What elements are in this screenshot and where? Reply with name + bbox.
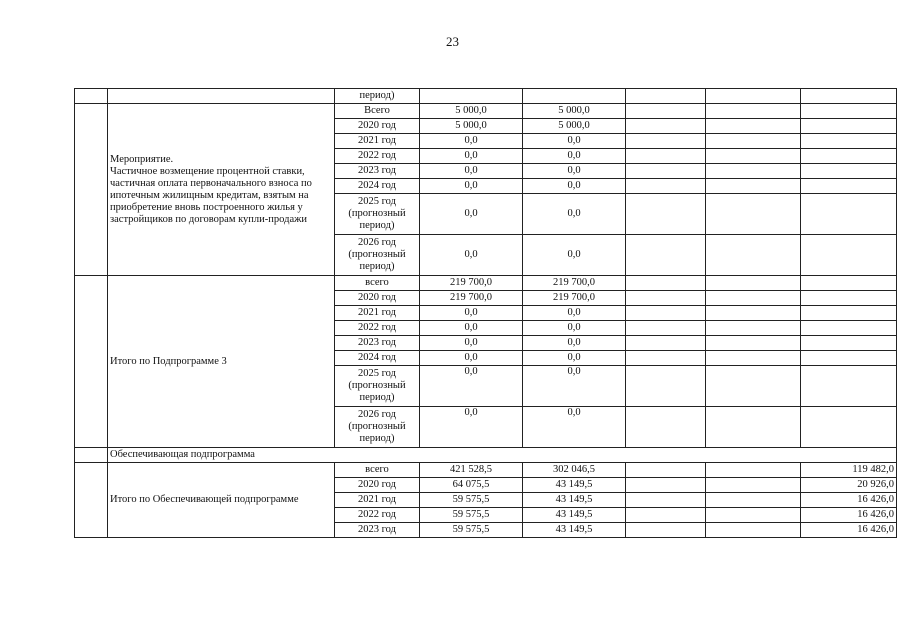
table-row [75, 448, 897, 463]
budget-table [74, 88, 897, 538]
table-row: 2020 год 64 075,5 43 149,5 20 926,0 [75, 478, 897, 493]
table-row: 2020 год 5 000,0 5 000,0 [75, 119, 897, 134]
table-row: 2022 год 0,0 0,0 [75, 321, 897, 336]
table-row: 2023 год 0,0 0,0 [75, 336, 897, 351]
table-row: 2022 год 59 575,5 43 149,5 16 426,0 [75, 508, 897, 523]
table-row: 2021 год 0,0 0,0 [75, 134, 897, 149]
table-row [75, 89, 897, 104]
table-row: 2025 год (прогнозный период) 0,0 0,0 [75, 366, 897, 407]
table-row: 2024 год 0,0 0,0 [75, 351, 897, 366]
table-row: 2020 год 219 700,0 219 700,0 [75, 291, 897, 306]
page-number: 23 [446, 34, 459, 49]
support-subprogram-total-name: Итого по Обеспечивающей подпрограмме [108, 463, 335, 538]
table-row: 2022 год 0,0 0,0 [75, 149, 897, 164]
table-row: 2021 год 59 575,5 43 149,5 16 426,0 [75, 493, 897, 508]
table-row: 2023 год 59 575,5 43 149,5 16 426,0 [75, 523, 897, 538]
table-row: 2023 год 0,0 0,0 [75, 164, 897, 179]
table-row: 2025 год (прогнозный период) 0,0 0,0 [75, 194, 897, 235]
measure-name: Мероприятие. Частичное возмещение процентной ставки, частичная оплата первоначального взноса по ипотечным жилищным кредитам, взятым на приобретение вновь построенного жилья у застройщиков по договорам купли-продажи [108, 104, 335, 276]
table-row: Мероприятие. Частичное возмещение процентной ставки, частичная оплата первоначального взноса по ипотечным жилищным кредитам, взятым на приобретение вновь построенного жилья у застройщиков по договорам купли-продажи Всего 5 000,0 5 000,0 [75, 104, 897, 119]
table-row: 2024 год 0,0 0,0 [75, 179, 897, 194]
section-title: Обеспечивающая подпрограмма [108, 448, 897, 463]
table-row: 2021 год 0,0 0,0 [75, 306, 897, 321]
subprogram-total-name: Итого по Подпрограмме 3 [108, 276, 335, 448]
table-row: Итого по Подпрограмме 3 всего 219 700,0 219 700,0 [75, 276, 897, 291]
year-cell: период) [335, 89, 420, 104]
table-row: 2026 год (прогнозный период) 0,0 0,0 [75, 235, 897, 276]
table-row: Итого по Обеспечивающей подпрограмме всего 421 528,5 302 046,5 119 482,0 [75, 463, 897, 478]
table-row: 2026 год (прогнозный период) 0,0 0,0 [75, 407, 897, 448]
